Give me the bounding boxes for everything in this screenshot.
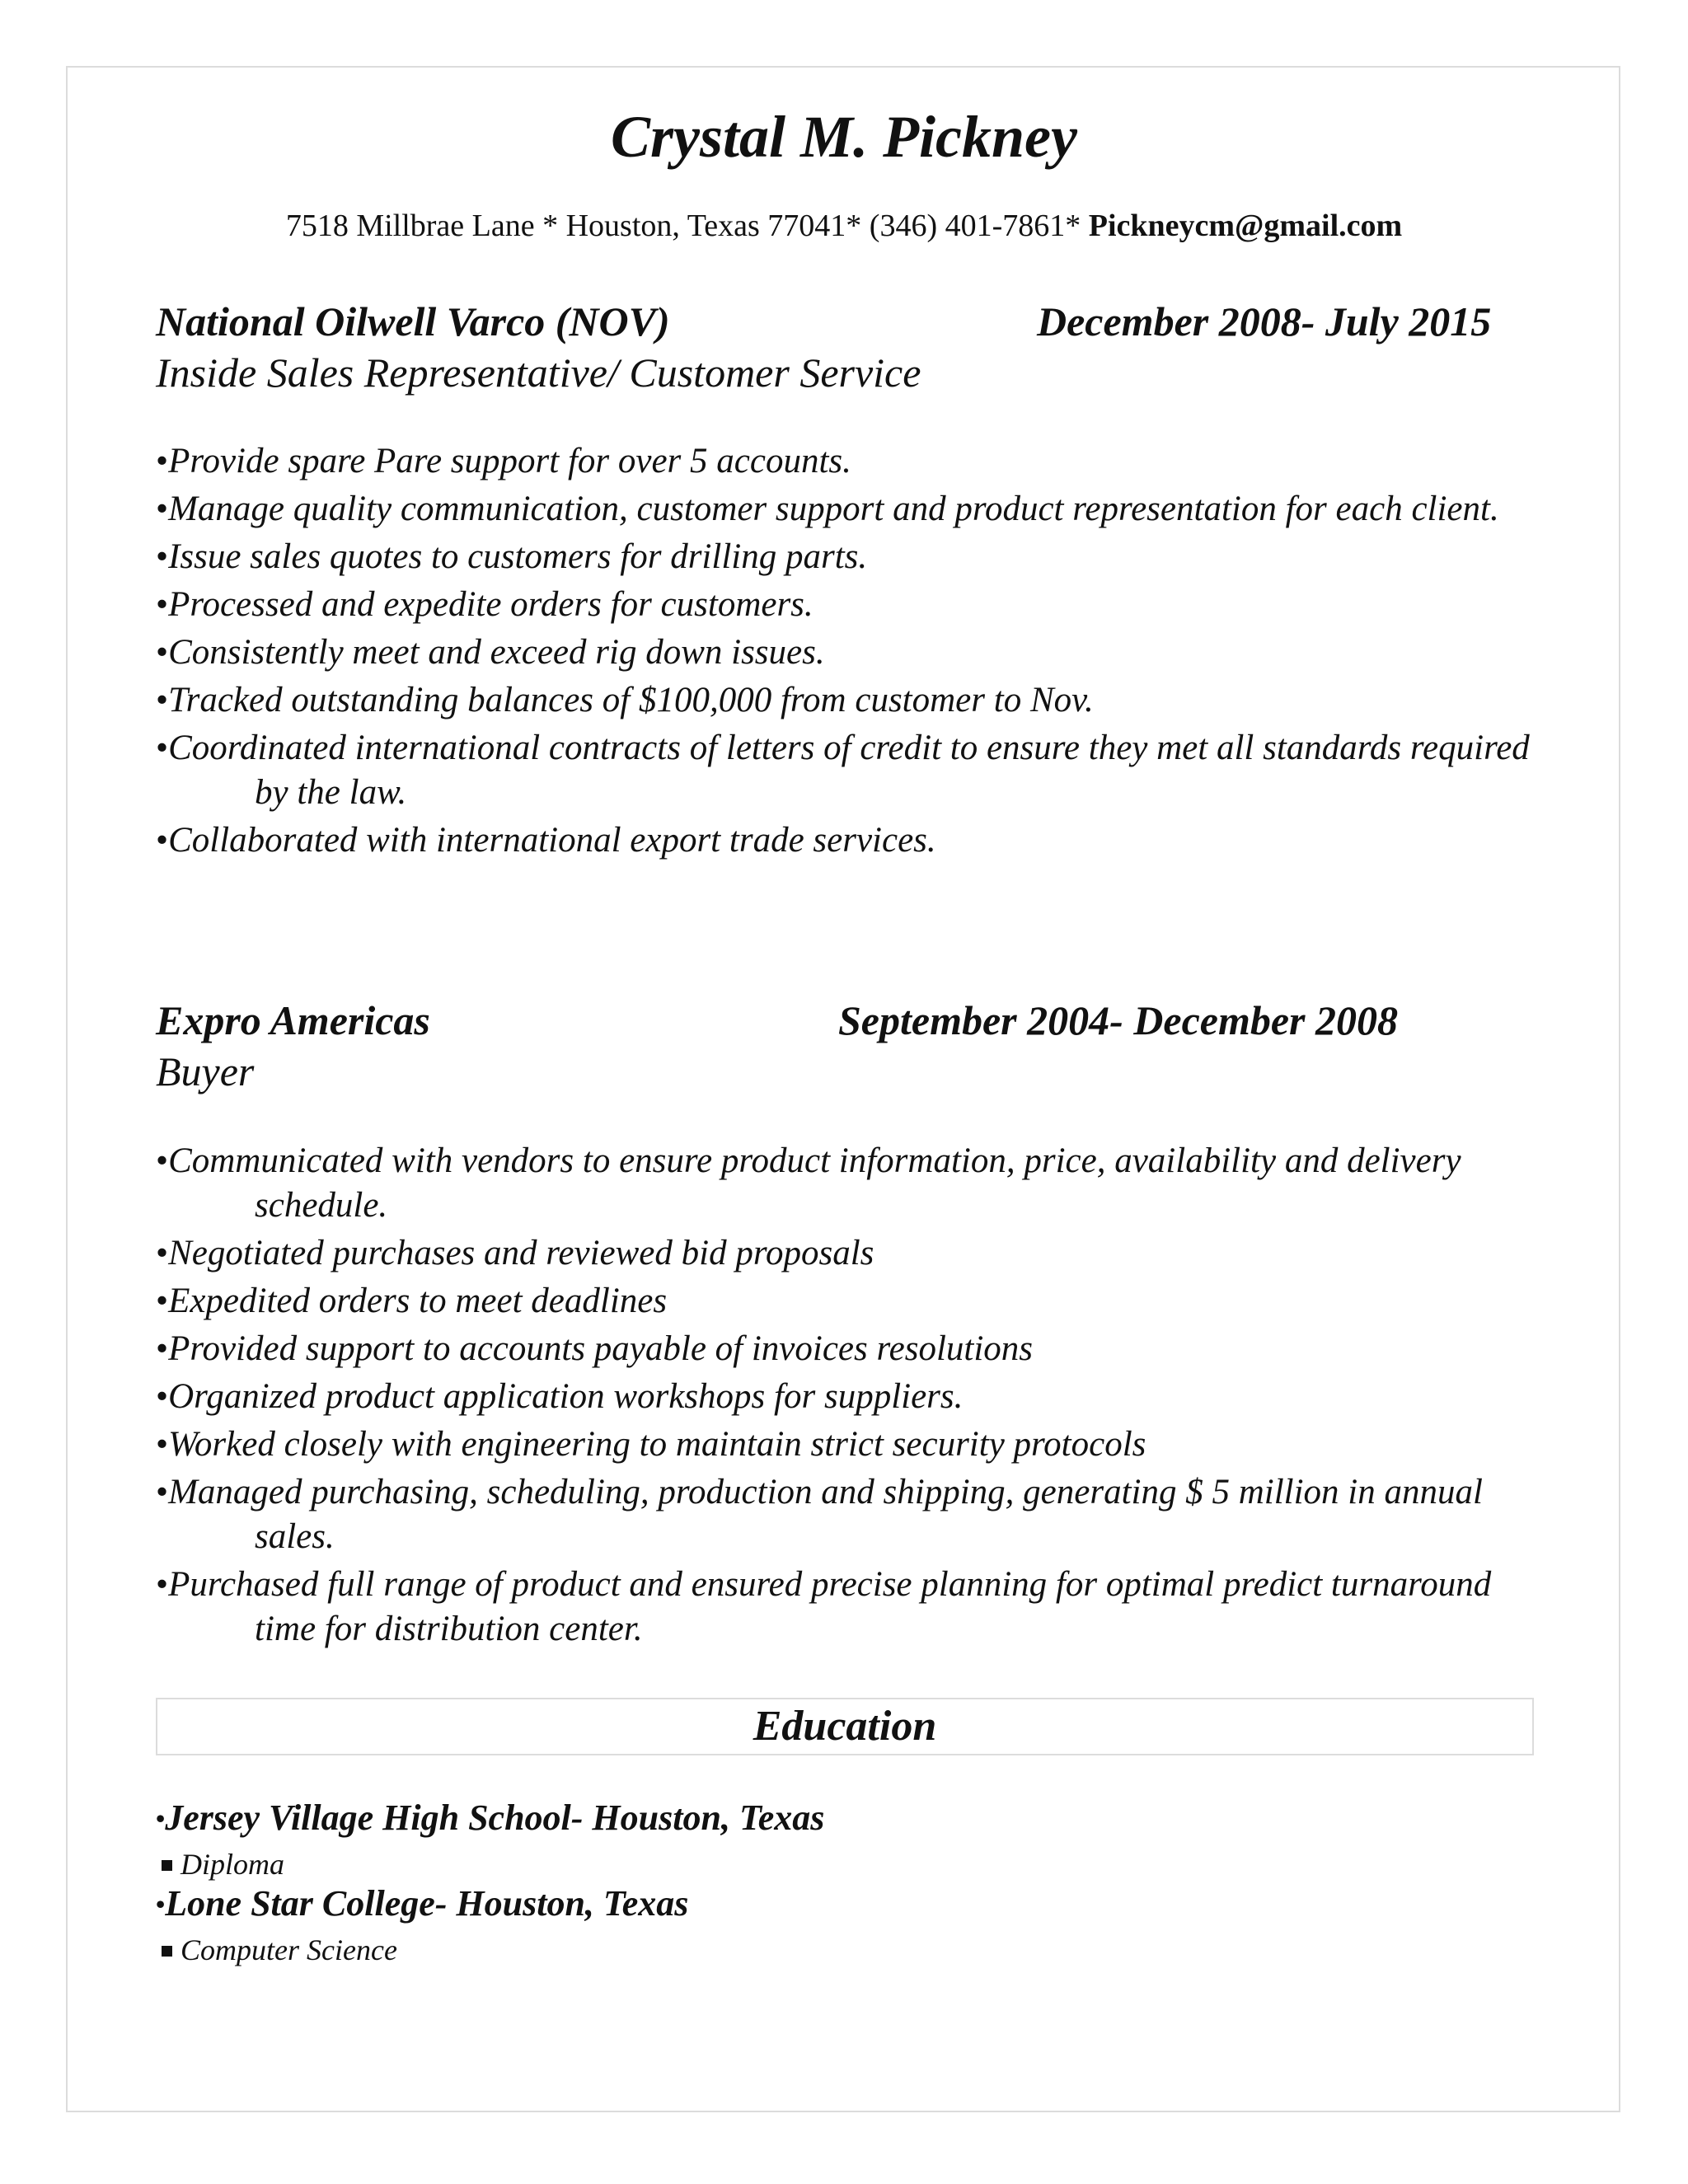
education-school-2: •Lone Star College- Houston, Texas bbox=[156, 1883, 689, 1924]
list-item: •Communicated with vendors to ensure product information, price, availability and delivery schedule. bbox=[156, 1141, 1461, 1225]
job-company-2: Expro Americas bbox=[156, 997, 430, 1043]
list-item: •Organized product application workshops for suppliers. bbox=[156, 1377, 964, 1416]
education-detail-1: Diploma bbox=[162, 1844, 284, 1884]
square-bullet-icon bbox=[162, 1860, 172, 1871]
list-item: •Consistently meet and exceed rig down issues. bbox=[156, 633, 825, 672]
list-item: •Collaborated with international export trade services. bbox=[156, 821, 936, 860]
education-school-1: •Jersey Village High School- Houston, Texas bbox=[156, 1797, 825, 1838]
job-dates-1: December 2008- July 2015 bbox=[1037, 298, 1492, 344]
contact-line bbox=[0, 204, 1688, 247]
list-item: •Tracked outstanding balances of $100,000 from customer to Nov. bbox=[156, 681, 1094, 719]
list-item: •Issue sales quotes to customers for drilling parts. bbox=[156, 537, 868, 576]
education-heading: Education bbox=[156, 1698, 1534, 1755]
job-duties-2 bbox=[156, 1139, 1557, 1655]
resume-name: Crystal M. Pickney bbox=[611, 104, 1077, 170]
list-item: •Manage quality communication, customer support and product representation for each client. bbox=[156, 490, 1499, 528]
list-item: •Provided support to accounts payable of invoices resolutions bbox=[156, 1329, 1034, 1368]
job-company-1: National Oilwell Varco (NOV) bbox=[156, 298, 670, 344]
job-title-1: Inside Sales Representative/ Customer Service bbox=[156, 349, 921, 396]
contact-details: 7518 Millbrae Lane * Houston, Texas 77041* (346) 401-7861* bbox=[285, 209, 1089, 243]
job-dates-2: September 2004- December 2008 bbox=[838, 997, 1399, 1043]
list-item: •Worked closely with engineering to maintain strict security protocols bbox=[156, 1425, 1146, 1464]
list-item: •Expedited orders to meet deadlines bbox=[156, 1282, 668, 1320]
list-item: •Purchased full range of product and ensured precise planning for optimal predict turnaround time for distribution center. bbox=[156, 1565, 1492, 1648]
education-detail-2: Computer Science bbox=[162, 1930, 397, 1970]
list-item: •Processed and expedite orders for customers. bbox=[156, 585, 814, 624]
job-title-2: Buyer bbox=[156, 1048, 255, 1094]
list-item: •Managed purchasing, scheduling, production and shipping, generating $ 5 million in annual sales. bbox=[156, 1473, 1483, 1556]
contact-email: Pickneycm@gmail.com bbox=[1088, 209, 1403, 243]
square-bullet-icon bbox=[162, 1946, 172, 1957]
list-item: •Negotiated purchases and reviewed bid proposals bbox=[156, 1234, 874, 1272]
job-duties-1 bbox=[156, 439, 1557, 866]
list-item: •Provide spare Pare support for over 5 accounts. bbox=[156, 442, 851, 480]
list-item: •Coordinated international contracts of letters of credit to ensure they met all standards required by the law. bbox=[156, 729, 1530, 812]
